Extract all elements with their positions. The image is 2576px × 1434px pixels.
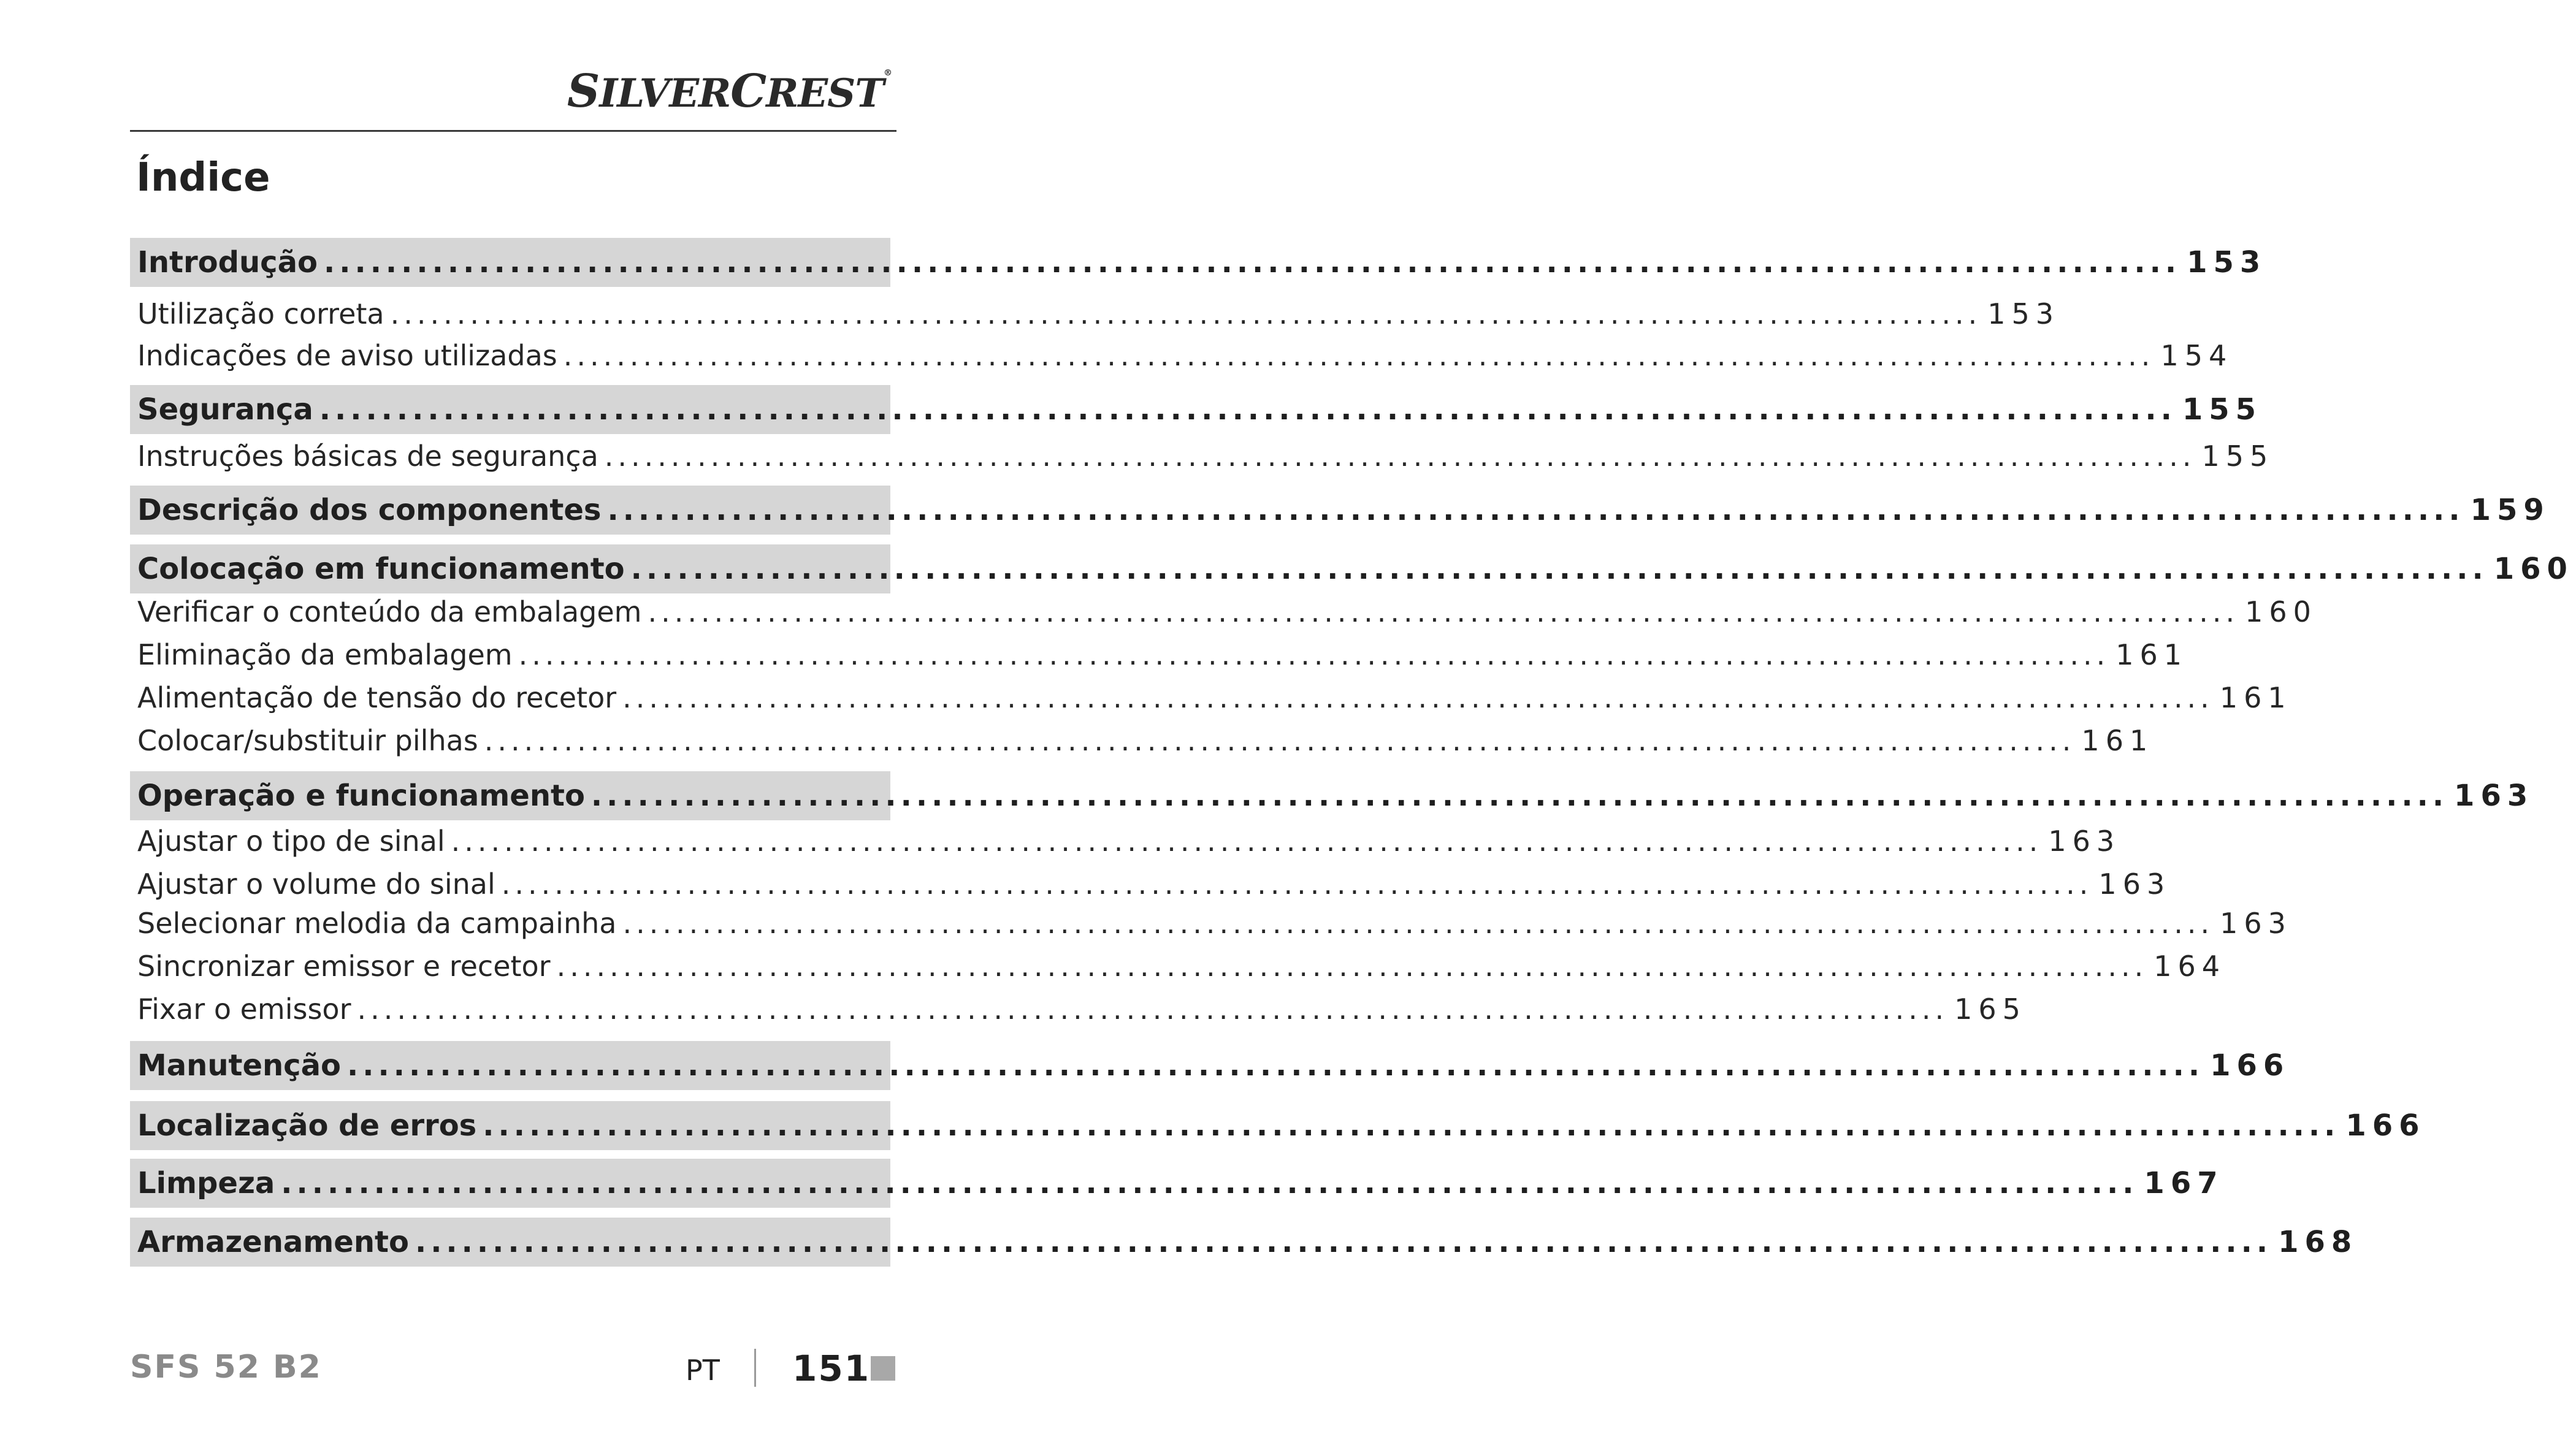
- toc-page-number: 164: [2154, 950, 2226, 983]
- brand-part1: S: [567, 65, 600, 118]
- brand-logo: [567, 65, 892, 118]
- brand-registered-mark: ®: [884, 68, 892, 78]
- footer-square-marker: [871, 1356, 895, 1381]
- toc-leader-dots: ........................................................................................................................: [590, 779, 2448, 813]
- toc-page-number: 153: [2187, 245, 2267, 280]
- footer-model: SFS 52 B2: [130, 1349, 322, 1386]
- toc-page-number: 163: [2048, 825, 2121, 858]
- toc-leader-dots: ........................................................................................................................: [604, 440, 2196, 473]
- toc-entry-row: [130, 904, 2292, 943]
- toc-section-row: [130, 486, 2550, 535]
- toc-page-number: 168: [2278, 1225, 2358, 1259]
- toc-leader-dots: ........................................................................................................................: [281, 1166, 2138, 1200]
- toc-label: Limpeza: [137, 1166, 275, 1200]
- toc-label: Sincronizar emissor e recetor: [137, 950, 551, 983]
- toc-label: Armazenamento: [137, 1225, 409, 1259]
- header-rule: [130, 130, 896, 132]
- page-title: Índice: [136, 155, 270, 200]
- toc-leader-dots: ........................................................................................................................: [451, 825, 2043, 858]
- toc-entry-row: [130, 294, 2060, 334]
- toc-label: Operação e funcionamento: [137, 779, 585, 813]
- toc-page-number: 155: [2182, 392, 2263, 427]
- toc-leader-dots: ........................................................................................................................: [501, 868, 2093, 901]
- brand-part2: ILVER: [599, 71, 731, 116]
- toc-leader-dots: ........................................................................................................................: [390, 297, 1982, 330]
- toc-label: Eliminação da embalagem: [137, 638, 513, 671]
- toc-entry-row: [130, 947, 2226, 986]
- toc-section-row: [130, 385, 2263, 434]
- toc-leader-dots: ........................................................................................................................: [622, 681, 2214, 714]
- toc-leader-dots: ........................................................................................................................: [323, 245, 2181, 280]
- toc-entry-row: [130, 822, 2121, 861]
- toc-label: Colocação em funcionamento: [137, 552, 625, 586]
- toc-leader-dots: ........................................................................................................................: [622, 907, 2214, 940]
- toc-page-number: 166: [2210, 1048, 2290, 1083]
- toc-label: Colocar/substituir pilhas: [137, 724, 478, 757]
- toc-leader-dots: ........................................................................................................................: [484, 724, 2076, 757]
- toc-entry-row: [130, 721, 2154, 760]
- toc-page-number: 153: [1987, 297, 2060, 330]
- toc-entry-row: [130, 592, 2317, 631]
- toc-leader-dots: ........................................................................................................................: [347, 1048, 2204, 1083]
- toc-section-row: [130, 1159, 2224, 1208]
- toc-label: Descrição dos componentes: [137, 493, 602, 527]
- toc-page-number: 155: [2201, 440, 2274, 473]
- toc-leader-dots: ........................................................................................................................: [415, 1225, 2272, 1259]
- toc-page-number: 160: [2493, 552, 2574, 586]
- toc-label: Segurança: [137, 392, 313, 427]
- toc-label: Introdução: [137, 245, 318, 280]
- toc-page-number: 161: [2219, 681, 2292, 714]
- footer-separator: [754, 1349, 756, 1387]
- toc-page-number: 159: [2470, 493, 2550, 527]
- toc-page-number: 161: [2115, 638, 2188, 671]
- toc-label: Ajustar o tipo de sinal: [137, 825, 445, 858]
- toc-entry-row: [130, 336, 2233, 375]
- toc-page-number: 166: [2345, 1108, 2426, 1143]
- toc-page-number: 165: [1954, 993, 2027, 1026]
- brand-part4: REST: [766, 71, 884, 116]
- toc-section-row: [130, 771, 2534, 820]
- toc-section-row: [130, 1041, 2290, 1090]
- toc-section-row: [130, 1101, 2426, 1150]
- toc-page-number: 160: [2245, 595, 2317, 628]
- toc-label: Verificar o conteúdo da embalagem: [137, 595, 642, 628]
- toc-section-row: [130, 544, 2574, 593]
- toc-leader-dots: ........................................................................................................................: [319, 392, 2176, 427]
- toc-leader-dots: ........................................................................................................................: [556, 950, 2148, 983]
- toc-leader-dots: ........................................................................................................................: [607, 493, 2464, 527]
- toc-page-number: 163: [2098, 868, 2171, 901]
- toc-leader-dots: ........................................................................................................................: [518, 638, 2110, 671]
- toc-page-number: 163: [2454, 779, 2534, 813]
- toc-page-number: 163: [2220, 907, 2292, 940]
- toc-page-number: 167: [2144, 1166, 2224, 1200]
- toc-entry-row: [130, 635, 2188, 674]
- brand-part3: C: [730, 65, 766, 118]
- toc-entry-row: [130, 864, 2171, 904]
- toc-entry-row: [130, 990, 2027, 1029]
- toc-label: Fixar o emissor: [137, 993, 351, 1026]
- toc-label: Alimentação de tensão do recetor: [137, 681, 617, 714]
- toc-label: Selecionar melodia da campainha: [137, 907, 617, 940]
- toc-label: Utilização correta: [137, 297, 384, 330]
- footer-language: PT: [686, 1354, 720, 1387]
- toc-section-row: [130, 1218, 2358, 1267]
- toc-entry-row: [130, 437, 2274, 476]
- toc-leader-dots: ........................................................................................................................: [648, 595, 2239, 628]
- toc-leader-dots: ........................................................................................................................: [630, 552, 2488, 586]
- footer-page-number: 151: [792, 1348, 871, 1389]
- toc-label: Manutenção: [137, 1048, 341, 1083]
- toc-leader-dots: ........................................................................................................................: [563, 339, 2155, 372]
- toc-leader-dots: ........................................................................................................................: [357, 993, 1949, 1026]
- toc-label: Ajustar o volume do sinal: [137, 868, 495, 901]
- toc-section-row: [130, 238, 2267, 287]
- toc-label: Localização de erros: [137, 1108, 477, 1143]
- toc-entry-row: [130, 678, 2292, 717]
- toc-label: Indicações de aviso utilizadas: [137, 339, 557, 372]
- toc-page-number: 161: [2081, 724, 2154, 757]
- toc-page-number: 154: [2160, 339, 2233, 372]
- toc-leader-dots: ........................................................................................................................: [483, 1108, 2340, 1143]
- toc-label: Instruções básicas de segurança: [137, 440, 598, 473]
